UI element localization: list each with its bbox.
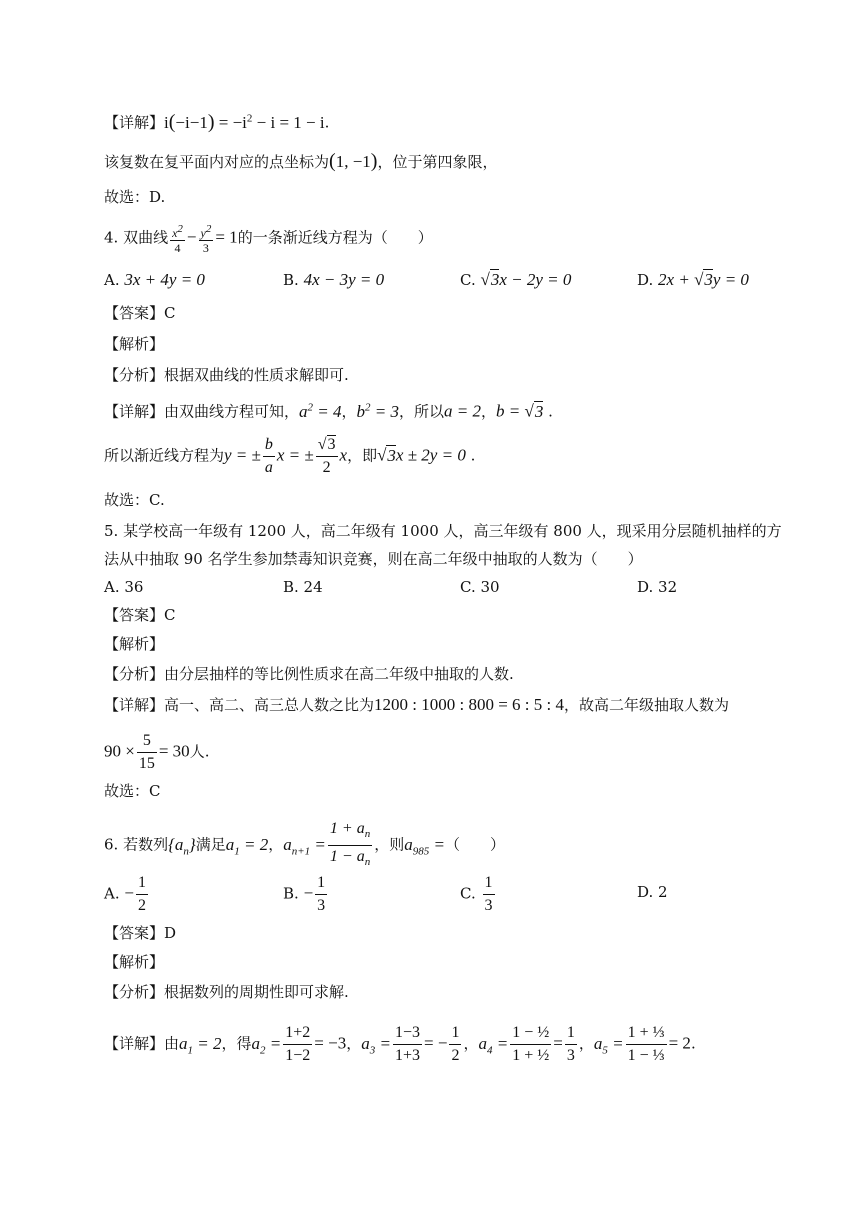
q6-detail: 【详解】由$a_1 = 2$，得$a_2$ = $\frac{1+2}{1-2}$ = −3，$a_3$ = $\frac{1-3}{1+3}$ = − $\frac{1}{2}$ ，$a_4$ = $\frac{\text{1 − ½}}{\text{1 + ½}}$ = $\frac{1}{3}$ ，$a_5$ = $\frac{\text{1 + ⅓}}{\text{1 − ⅓}}$ = 2. xyxy=(104,1024,696,1064)
q4-fenxi: 【分析】根据双曲线的性质求解即可. xyxy=(104,366,349,384)
choose-q3: 故选：D. xyxy=(104,188,166,206)
q5-option-a[interactable]: A. 36 xyxy=(104,578,144,596)
q6-answer: 【答案】D xyxy=(104,924,177,942)
frac-5-15: $\frac{5}{15}$ xyxy=(138,732,155,772)
frac-sqrt3-2: $\frac{√3}{2}$ xyxy=(317,436,336,476)
q6-jiexi: 【解析】 xyxy=(104,953,165,971)
question-6-stem: 6. 若数列$\{a_n\}$满足$a_1 = 2$，$a_{n+1}$ = $\frac{1 + a_n}{1 - a_n}$ ，则$a_{985}$ =（ ） xyxy=(104,818,505,873)
q5-choose: 故选：C xyxy=(104,782,161,800)
detail-line-q3-2: 该复数在复平面内对应的点坐标为(1, −1)，位于第四象限， xyxy=(104,150,498,172)
q5-jiexi: 【解析】 xyxy=(104,635,165,653)
q5-option-c[interactable]: C. 30 xyxy=(460,578,500,596)
question-5-stem-2: 法从中抽取 90 名学生参加禁毒知识竞赛，则在高二年级中抽取的人数为（ ） xyxy=(104,550,643,568)
q6-option-a[interactable]: A. − $\frac{1}{2}$ xyxy=(104,874,146,914)
q4-answer: 【答案】C xyxy=(104,304,176,322)
q6-option-b[interactable]: B. − $\frac{1}{3}$ xyxy=(283,874,326,914)
q6-option-c[interactable]: C. $\frac{1}{3}$ xyxy=(460,874,493,914)
q4-detail: 【详解】由双曲线方程可知，$a^2 = 4$，$b^2 = 3$，所以a = 2，b = √3 . xyxy=(104,401,553,421)
q5-fenxi: 【分析】由分层抽样的等比例性质求在高二年级中抽取的人数. xyxy=(104,665,514,683)
question-4-stem: 4. 双曲线 $\frac{x^2}{4}$ − $\frac{y^2}{3}$ = 1的一条渐近线方程为（ ） xyxy=(104,223,433,255)
q5-detail-1: 【详解】高一、高二、高三总人数之比为1200 : 1000 : 800 = 6 : 5 : 4，故高二年级抽取人数为 xyxy=(104,695,730,714)
q5-option-d[interactable]: D. 32 xyxy=(637,578,678,596)
q5-detail-2: 90 × $\frac{5}{15}$ = 30人. xyxy=(104,730,209,775)
q4-option-a[interactable]: A. 3x + 4y = 0 xyxy=(104,270,205,289)
q4-choose: 故选：C. xyxy=(104,491,165,509)
frac-b-a: $\frac{b}{a}$ xyxy=(264,436,273,476)
q4-detail-2: 所以渐近线方程为y = ± $\frac{b}{a}$ x = ± $\frac{√3}{2}$ x，即√3x ± 2y = 0 . xyxy=(104,434,475,479)
q4-option-d[interactable]: D. 2x + √3y = 0 xyxy=(637,270,749,289)
coordinate-math: (1, −1) xyxy=(329,150,378,172)
q6-fenxi: 【分析】根据数列的周期性即可求解. xyxy=(104,983,349,1001)
question-5-stem-1: 5. 某学校高一年级有 1200 人，高二年级有 1000 人，高三年级有 800 人，现采用分层随机抽样的方 xyxy=(104,522,782,540)
detail-line-q3: 【详解】$i(-i-1) = -i^2 - i = 1 - i$. xyxy=(104,110,330,133)
frac-y2-3: $\frac{y^2}{3}$ xyxy=(200,223,212,255)
q5-option-b[interactable]: B. 24 xyxy=(283,578,323,596)
q4-option-c[interactable]: C. √3x − 2y = 0 xyxy=(460,270,572,289)
q4-option-b[interactable]: B. 4x − 3y = 0 xyxy=(283,270,385,289)
frac-recurrence: $\frac{1 + a_n}{1 - a_n}$ xyxy=(329,820,371,869)
q5-answer: 【答案】C xyxy=(104,606,176,624)
q4-jiexi: 【解析】 xyxy=(104,335,165,353)
frac-x2-4: $\frac{x^2}{4}$ xyxy=(172,223,183,255)
q6-option-d[interactable]: D. 2 xyxy=(637,883,668,901)
equation: $i(-i-1) = -i^2 - i = 1 - i$ xyxy=(164,110,325,133)
